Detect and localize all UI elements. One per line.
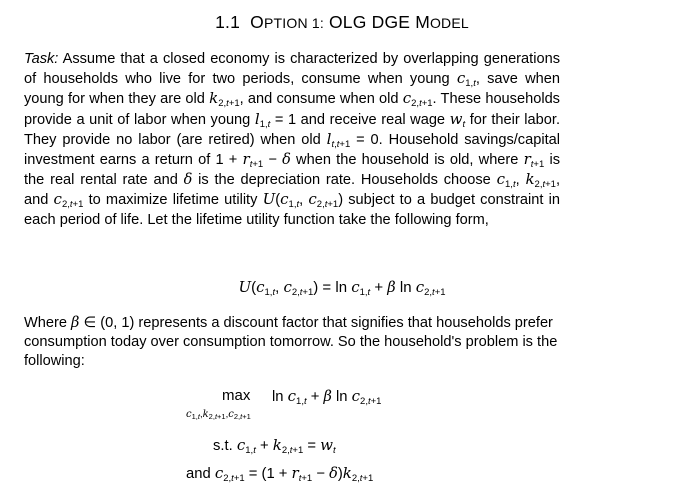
max-operator: max [222,387,251,404]
budget-constraint-old: and $c_{2,t+1} = (1 + r_{t+1} - \delta)k_{2,t+1}$ [186,464,374,484]
task-label: Task: [24,51,59,67]
discount-paragraph: Where β ∈ (0, 1) represents a discount factor that signifies that households prefer consumption today over consumption tomorrow. So the household's problem is the following: [24,315,558,370]
section-heading: 1.1 OPTION 1: OLG DGE MODEL [215,12,469,32]
max-subscript: $c_{1,t},k_{2,t+1},c_{2,t+1}$ [186,409,251,421]
objective-function: $\ln c_{1,t} + \beta$ $\ln c_{2,t+1}$ [272,387,382,407]
utility-equation: $U(c_{1,t}$, $c_{2,t+1}) = \ln c_{1,t} + \beta$ $\ln c_{2,t+1}$ [238,278,446,298]
task-paragraph: Task: Assume that a closed economy is characterized by overlapping generations of households who live for two periods, consume when young $c_{1,t}$, save when young for when they are old $k_{2,t+1}$, and consume when old $c_{2,t+1}$. These households provide a unit of labor when young $l_{1,t} = 1$ and receive real wage $w_t$ for their labor. They provide no labor (are retired) when old $l_{t,t+1} = 0$. Household savings/capital investment earns a return of $1 + r_{t+1} - \delta$ when the household is old, where $r_{t+1}$ is the real rental rate and δ is the depreciation rate. Households choose $c_{1,t}$, $k_{2,t+1}$, and $c_{2,t+1}$ to maximize lifetime utility $U(c_{1,t}$, $c_{2,t+1}$) subject to a budget constraint in each period of life. Let the lifetime utility function take the following form, [24,51,561,228]
section-number: 1.1 [215,12,241,32]
budget-constraint-young: s.t. $c_{1,t} + k_{2,t+1} = w_t$ [213,436,336,456]
